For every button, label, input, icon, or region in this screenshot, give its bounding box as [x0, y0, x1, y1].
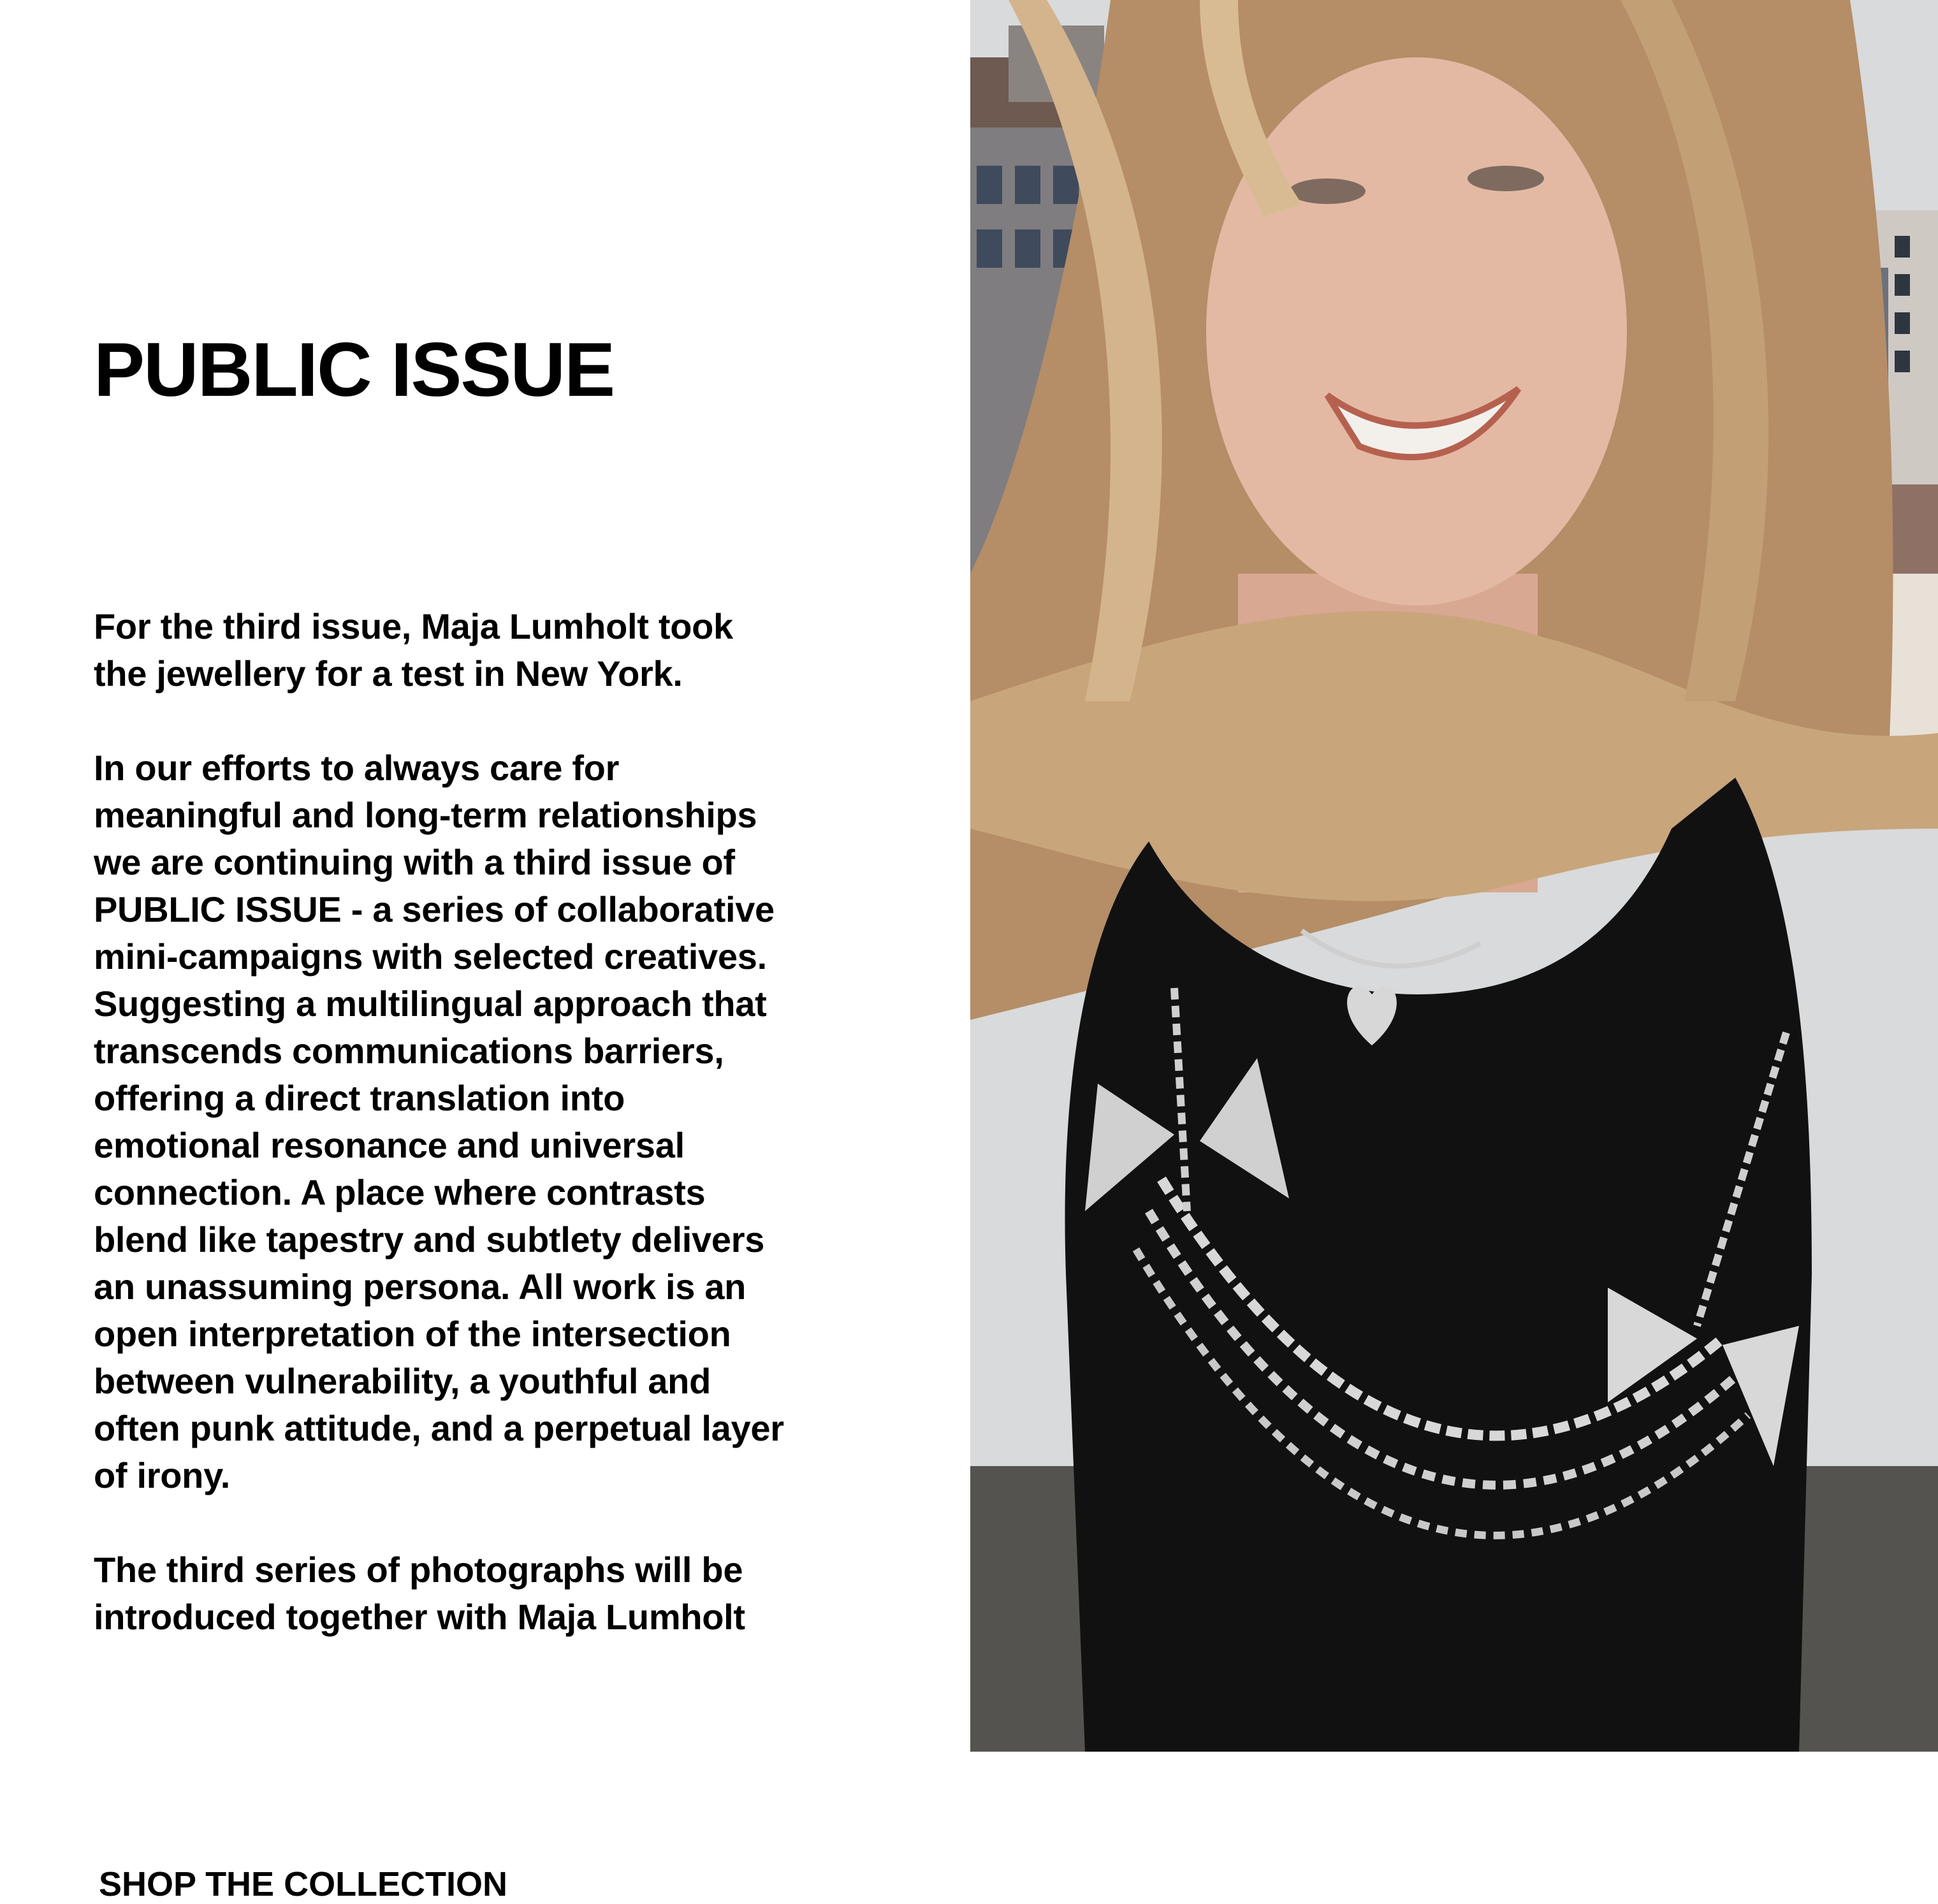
shop-the-collection-link[interactable]: SHOP THE COLLECTION — [99, 1865, 508, 1903]
paragraph-intro: For the third issue, Maja Lumholt took the jewellery for a test in New York. — [94, 606, 733, 694]
intro-text — [94, 603, 878, 1641]
campaign-photo — [970, 0, 1938, 1752]
page-title: PUBLIC ISSUE — [94, 327, 615, 412]
campaign-photo-illustration — [970, 0, 1938, 1752]
paragraph-closing: The third series of photographs will be introduced together with Maja Lumholt — [94, 1550, 745, 1637]
paragraph-description: In our efforts to always care for meaningful and long-term relationships we are continuing with a third issue of PUBLIC ISSUE - a series of collaborative mini-campaigns with selected creatives. Suggesting a multilingual approach that transcends communications barriers, offering a direct translation into emotional resonance and universal connection. A place where contrasts blend like tapestry and subtlety delivers an unassuming persona. All work is an open interpretation of the intersection between vulnerability, a youthful and often punk attitude, and a perpetual layer of irony. — [94, 748, 784, 1495]
photo-face — [1206, 57, 1627, 606]
